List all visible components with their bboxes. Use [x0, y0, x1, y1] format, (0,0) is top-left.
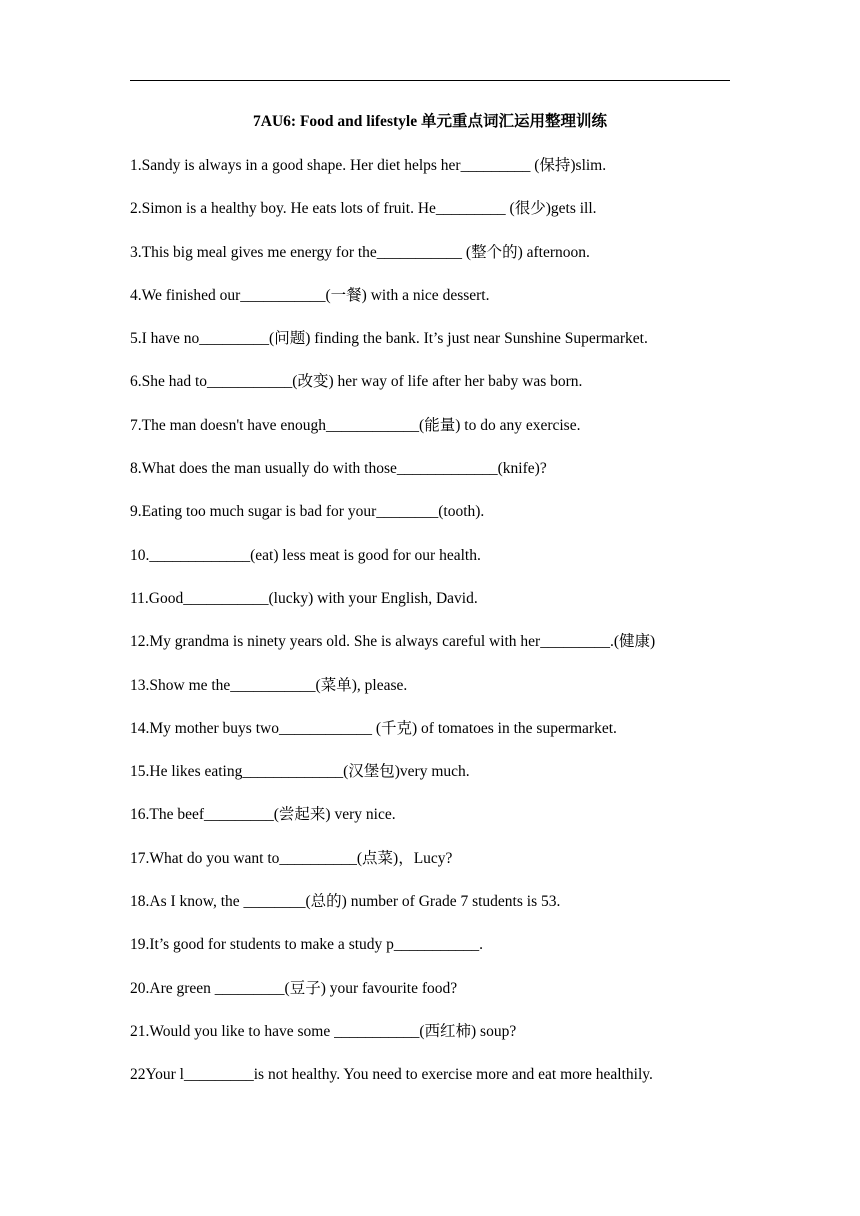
question-item-17: 17.What do you want to__________(点菜)，Lucy?: [130, 849, 453, 867]
question-item-3: 3.This big meal gives me energy for the___________ (整个的) afternoon.: [130, 243, 590, 261]
question-item-19: 19.It’s good for students to make a study p___________.: [130, 936, 484, 954]
question-item-8: 8.What does the man usually do with those_____________(knife)?: [130, 460, 547, 478]
question-item-4: 4.We finished our___________(一餐) with a nice dessert.: [130, 286, 490, 304]
question-item-21: 21.Would you like to have some ___________(西红柿) soup?: [130, 1022, 517, 1040]
question-list: [130, 155, 730, 1108]
question-item-1: 1.Sandy is always in a good shape. Her diet helps her_________ (保持)slim.: [130, 157, 607, 174]
question-item-5: 5.I have no_________(问题) finding the bank. It’s just near Sunshine Supermarket.: [130, 330, 648, 348]
header-rule: [130, 80, 730, 81]
question-item-10: 10._____________(eat) less meat is good for our health.: [130, 546, 481, 564]
question-item-20: 20.Are green _________(豆子) your favourite food?: [130, 979, 458, 997]
question-item-22: 22Your l_________is not healthy. You need to exercise more and eat more healthily.: [130, 1066, 653, 1084]
question-item-12: 12.My grandma is ninety years old. She is always careful with her_________.(健康): [130, 633, 656, 651]
question-item-11: 11.Good___________(lucky) with your English, David.: [130, 589, 478, 607]
question-item-13: 13.Show me the___________(菜单), please.: [130, 676, 408, 694]
question-item-2: 2.Simon is a healthy boy. He eats lots of fruit. He_________ (很少)gets ill.: [130, 200, 597, 218]
question-item-6: 6.She had to___________(改变) her way of life after her baby was born.: [130, 373, 583, 391]
question-item-7: 7.The man doesn't have enough____________(能量) to do any exercise.: [130, 416, 581, 434]
question-item-15: 15.He likes eating_____________(汉堡包)very much.: [130, 763, 470, 781]
question-item-9: 9.Eating too much sugar is bad for your________(tooth).: [130, 503, 485, 521]
question-item-18: 18.As I know, the ________(总的) number of Grade 7 students is 53.: [130, 893, 561, 911]
question-item-16: 16.The beef_________(尝起来) very nice.: [130, 806, 396, 824]
question-item-14: 14.My mother buys two____________ (千克) of tomatoes in the supermarket.: [130, 719, 617, 737]
page-title: 7AU6: Food and lifestyle 单元重点词汇运用整理训练: [253, 113, 607, 130]
